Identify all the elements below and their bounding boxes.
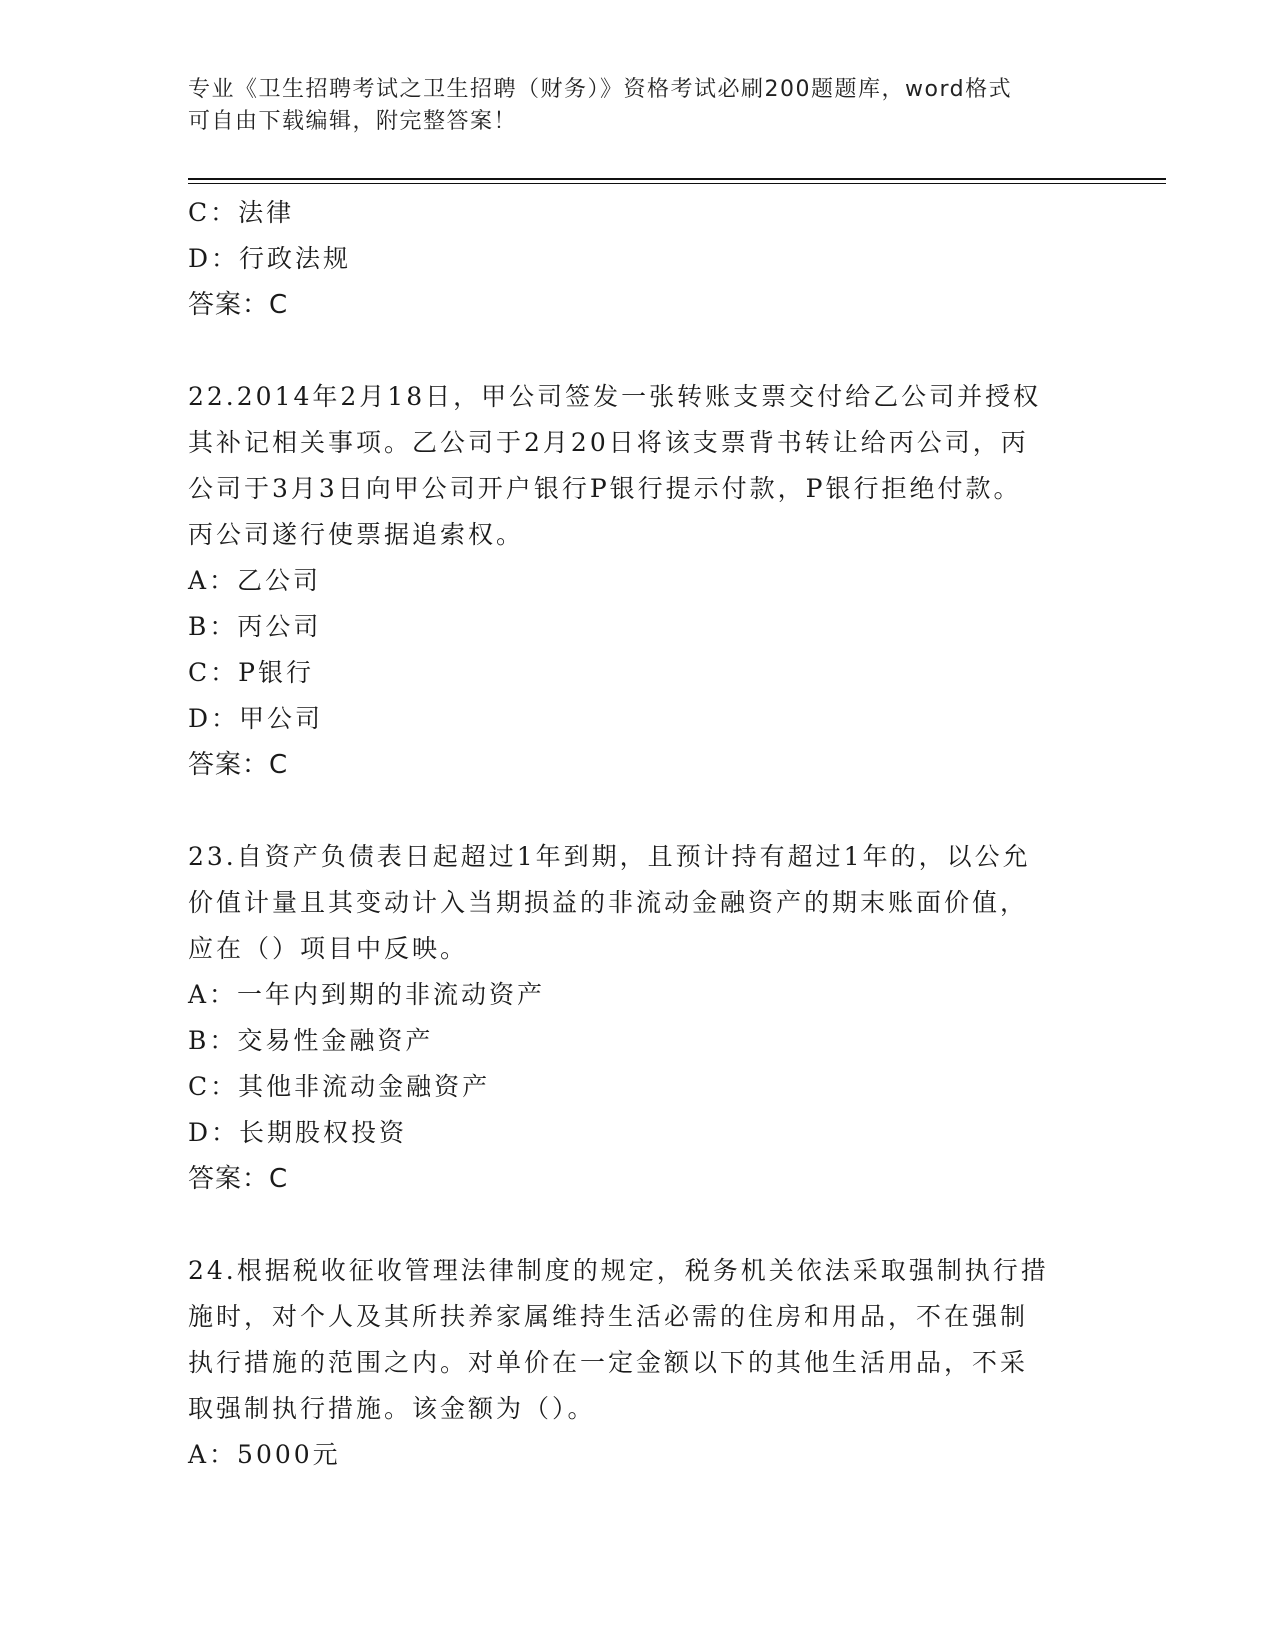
option-a: A：5000元	[188, 1440, 341, 1469]
question-24	[188, 1248, 1088, 1478]
document-body	[188, 190, 1088, 1478]
option-b: B：丙公司	[188, 612, 322, 641]
question-text-line: 应在（）项目中反映。	[188, 934, 469, 963]
question-text-line: 执行措施的范围之内。对单价在一定金额以下的其他生活用品，不采	[188, 1348, 1029, 1377]
option-d: D：长期股权投资	[188, 1118, 408, 1147]
question-text-line: 取强制执行措施。该金额为（）。	[188, 1394, 596, 1423]
question-text-line: 其补记相关事项。乙公司于2月20日将该支票背书转让给丙公司，丙	[188, 428, 1029, 457]
header-line-2: 可自由下载编辑，附完整答案！	[188, 109, 518, 134]
question-text-line: 施时，对个人及其所扶养家属维持生活必需的住房和用品，不在强制	[188, 1302, 1029, 1331]
answer: 答案：C	[188, 1164, 289, 1194]
header-line-1: 专业《卫生招聘考试之卫生招聘（财务）》资格考试必刷200题题库，word格式	[188, 77, 1013, 102]
option-a: A：乙公司	[188, 566, 322, 595]
document-header	[188, 74, 1068, 138]
question-text-line: 价值计量且其变动计入当期损益的非流动金融资产的期末账面价值，	[188, 888, 1029, 917]
question-23	[188, 834, 1088, 1202]
option-d: D：行政法规	[188, 244, 352, 273]
question-text-line: 丙公司遂行使票据追索权。	[188, 520, 525, 549]
question-21-tail	[188, 190, 1088, 328]
option-d: D：甲公司	[188, 704, 324, 733]
option-a: A：一年内到期的非流动资产	[188, 980, 546, 1009]
question-text-line: 23.自资产负债表日起超过1年到期，且预计持有超过1年的，以公允	[188, 842, 1031, 871]
header-rule-thin	[188, 183, 1166, 184]
option-c: C：P银行	[188, 658, 314, 687]
question-text-line: 22.2014年2月18日，甲公司签发一张转账支票交付给乙公司并授权	[188, 382, 1042, 411]
question-text-line: 24.根据税收征收管理法律制度的规定，税务机关依法采取强制执行措	[188, 1256, 1049, 1285]
answer: 答案：C	[188, 290, 289, 320]
option-c: C：法律	[188, 198, 295, 227]
answer: 答案：C	[188, 750, 289, 780]
option-c: C：其他非流动金融资产	[188, 1072, 491, 1101]
option-b: B：交易性金融资产	[188, 1026, 434, 1055]
question-22	[188, 374, 1088, 788]
header-rule-thick	[188, 178, 1166, 180]
question-text-line: 公司于3月3日向甲公司开户银行P银行提示付款，P银行拒绝付款。	[188, 474, 1022, 503]
